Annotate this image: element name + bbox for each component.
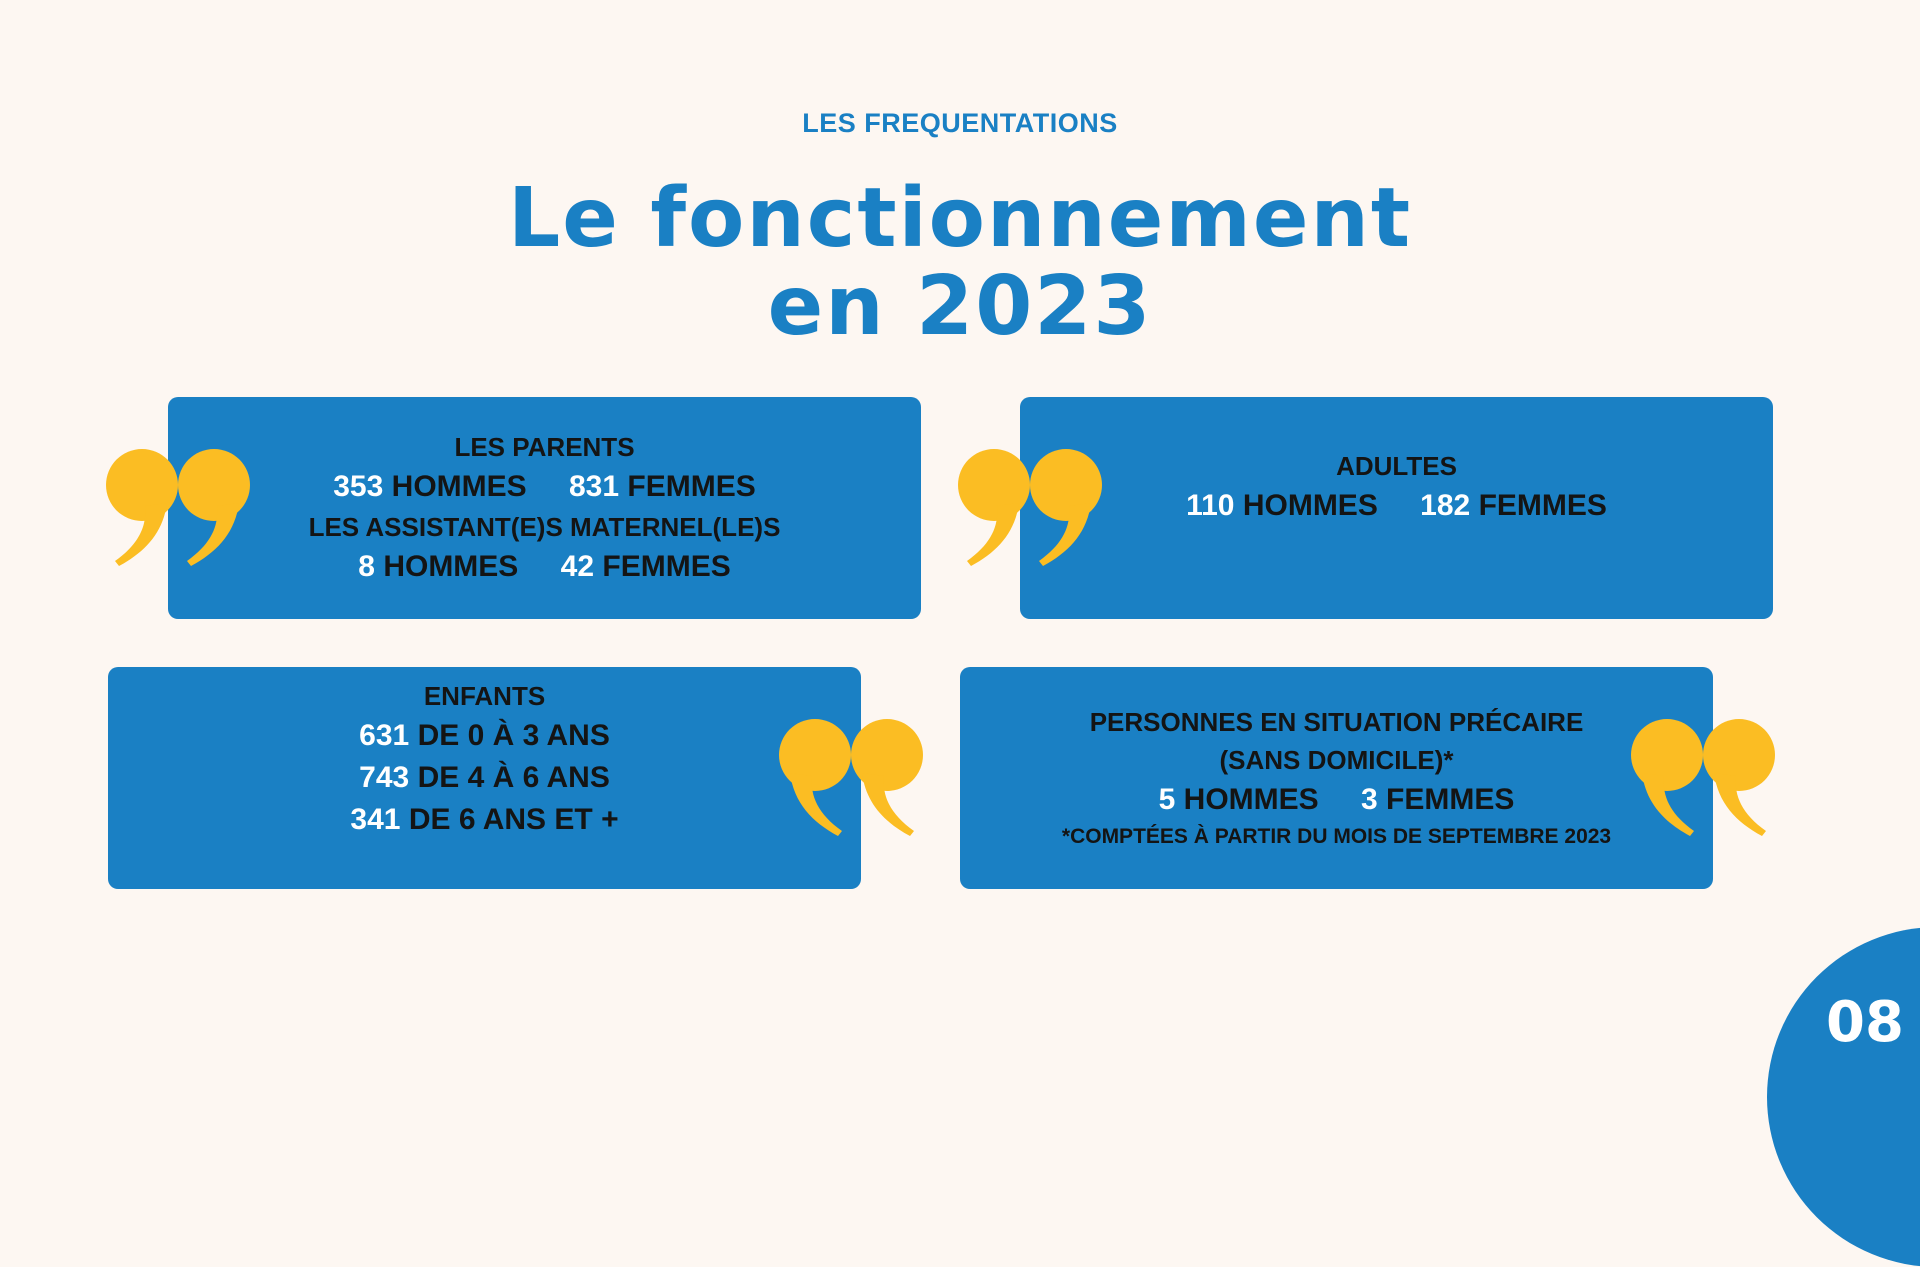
adults-heading: ADULTES <box>1336 451 1457 481</box>
parents-women-count: 831 <box>569 470 620 503</box>
children-count-4-6: 743 <box>359 761 410 794</box>
page-title <box>0 171 1920 354</box>
parents-women-label: FEMMES <box>627 470 756 503</box>
parents-heading: LES PARENTS <box>454 432 635 462</box>
adults-men-label: HOMMES <box>1242 489 1378 522</box>
assistants-men-count: 8 <box>358 550 375 583</box>
adults-women-count: 182 <box>1420 489 1471 522</box>
parents-men-count: 353 <box>333 470 384 503</box>
children-age-4-6: DE 4 À 6 ANS <box>417 761 610 794</box>
children-row <box>359 757 610 799</box>
adults-counts <box>1186 485 1607 527</box>
precarious-subheading: (SANS DOMICILE)* <box>1219 745 1454 775</box>
parents-men-label: HOMMES <box>391 470 527 503</box>
adults-card <box>1020 397 1773 619</box>
section-eyebrow: LES FREQUENTATIONS <box>802 108 1118 138</box>
title-line-1: Le fonctionnement <box>507 171 1413 266</box>
title-line-2: en 2023 <box>767 259 1153 354</box>
opening-quote-icon <box>1626 718 1776 838</box>
assistants-counts <box>358 546 730 588</box>
precarious-women-count: 3 <box>1361 783 1378 816</box>
assistants-women-label: FEMMES <box>602 550 731 583</box>
precarious-men-count: 5 <box>1158 783 1176 816</box>
children-row <box>350 799 618 841</box>
precarious-counts <box>1159 779 1515 821</box>
children-card <box>108 667 861 889</box>
adults-women-label: FEMMES <box>1478 489 1607 522</box>
closing-quote-icon <box>105 448 255 568</box>
page-number-badge <box>1767 927 1920 1267</box>
children-age-6-plus: DE 6 ANS ET + <box>408 803 619 836</box>
page-number: 08 <box>1826 990 1904 1055</box>
children-count-0-3: 631 <box>359 719 410 752</box>
parents-counts <box>333 466 756 508</box>
children-age-0-3: DE 0 À 3 ANS <box>417 719 610 752</box>
closing-quote-icon <box>957 448 1107 568</box>
children-count-6-plus: 341 <box>350 803 401 836</box>
assistants-women-count: 42 <box>560 550 595 583</box>
opening-quote-icon <box>774 718 924 838</box>
parents-card <box>168 397 921 619</box>
precarious-footnote: *COMPTÉES À PARTIR DU MOIS DE SEPTEMBRE 2023 <box>1061 825 1612 848</box>
precarious-women-label: FEMMES <box>1386 783 1515 816</box>
children-row <box>359 715 610 757</box>
precarious-men-label: HOMMES <box>1183 783 1319 816</box>
assistants-men-label: HOMMES <box>383 550 519 583</box>
children-heading: ENFANTS <box>423 681 546 711</box>
precarious-heading: PERSONNES EN SITUATION PRÉCAIRE <box>1089 707 1584 737</box>
adults-men-count: 110 <box>1186 489 1235 522</box>
assistants-heading: LES ASSISTANT(E)S MATERNEL(LE)S <box>308 512 781 542</box>
precarious-card <box>960 667 1713 889</box>
